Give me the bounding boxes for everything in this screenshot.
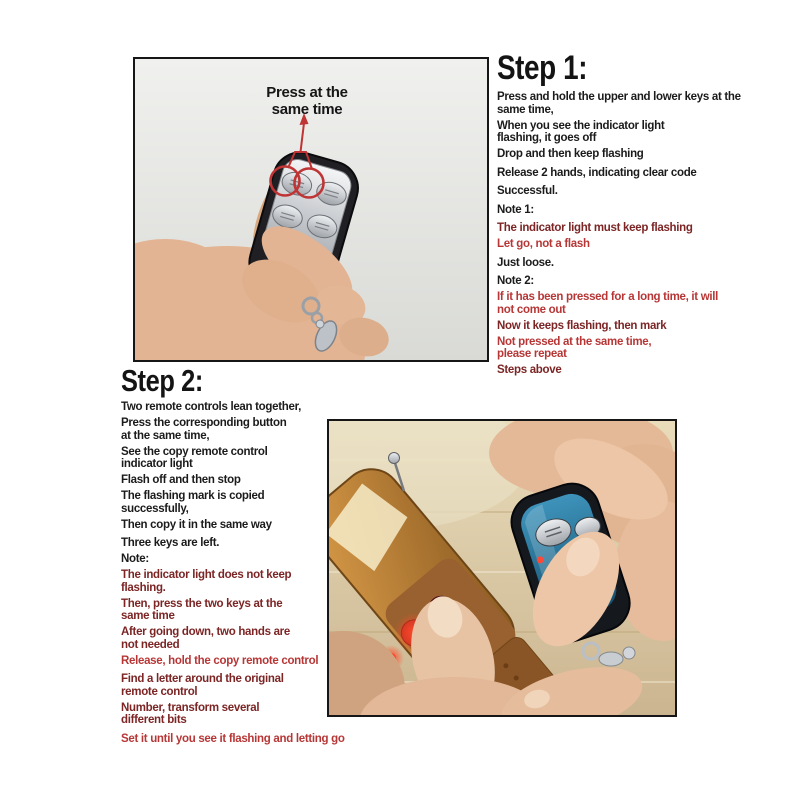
instruction-line: Then, press the two keys at the same time [121, 597, 283, 622]
instruction-line: See the copy remote control indicator light [121, 445, 268, 470]
step1-section [497, 50, 795, 380]
photo-copy-remotes [327, 419, 677, 717]
step1-instructions [497, 91, 795, 377]
press-annotation-label: Press at the same time [266, 84, 348, 118]
photo-press-remote [133, 57, 489, 362]
instruction-line: Press and hold the upper and lower keys at the same time, [497, 91, 741, 116]
instruction-line: Flash off and then stop [121, 474, 241, 486]
instruction-line: Then copy it in the same way [121, 518, 272, 531]
step1-title: Step 1: [497, 49, 588, 87]
instruction-line: Note 1: [497, 203, 534, 216]
instruction-line: The indicator light does not keep flashing. [121, 569, 292, 594]
instruction-line: Note: [121, 553, 149, 565]
step2-section [121, 363, 345, 749]
instruction-line: After going down, two hands are not needed [121, 626, 290, 651]
instruction-line: Note 2: [497, 275, 534, 287]
instruction-line: Number, transform several different bits [121, 701, 260, 726]
instruction-line: Steps above [497, 364, 562, 376]
instruction-line: Release 2 hands, indicating clear code [497, 166, 697, 179]
step2-title: Step 2: [121, 363, 203, 398]
instruction-line: Set it until you see it flashing and letting go [121, 732, 345, 745]
instruction-line: Press the corresponding button at the same time, [121, 417, 287, 442]
instruction-line: Now it keeps flashing, then mark [497, 319, 667, 332]
instruction-line: Successful. [497, 185, 558, 197]
instruction-line: When you see the indicator light flashing, it goes off [497, 119, 665, 144]
instruction-line: The indicator light must keep flashing [497, 222, 693, 234]
instruction-line: Just loose. [497, 256, 554, 269]
instruction-line: The flashing mark is copied successfully, [121, 490, 265, 515]
instruction-line: If it has been pressed for a long time, it will not come out [497, 291, 719, 316]
instruction-line: Three keys are left. [121, 537, 220, 549]
step2-instructions [121, 401, 345, 745]
copy-remotes-illustration [329, 421, 675, 715]
instruction-line: Find a letter around the original remote control [121, 673, 284, 698]
instruction-line: Release, hold the copy remote control [121, 654, 319, 667]
instruction-line: Let go, not a flash [497, 238, 590, 250]
instruction-line: Two remote controls lean together, [121, 401, 302, 413]
instruction-line: Not pressed at the same time, please repeat [497, 335, 652, 360]
instruction-line: Drop and then keep flashing [497, 148, 644, 160]
